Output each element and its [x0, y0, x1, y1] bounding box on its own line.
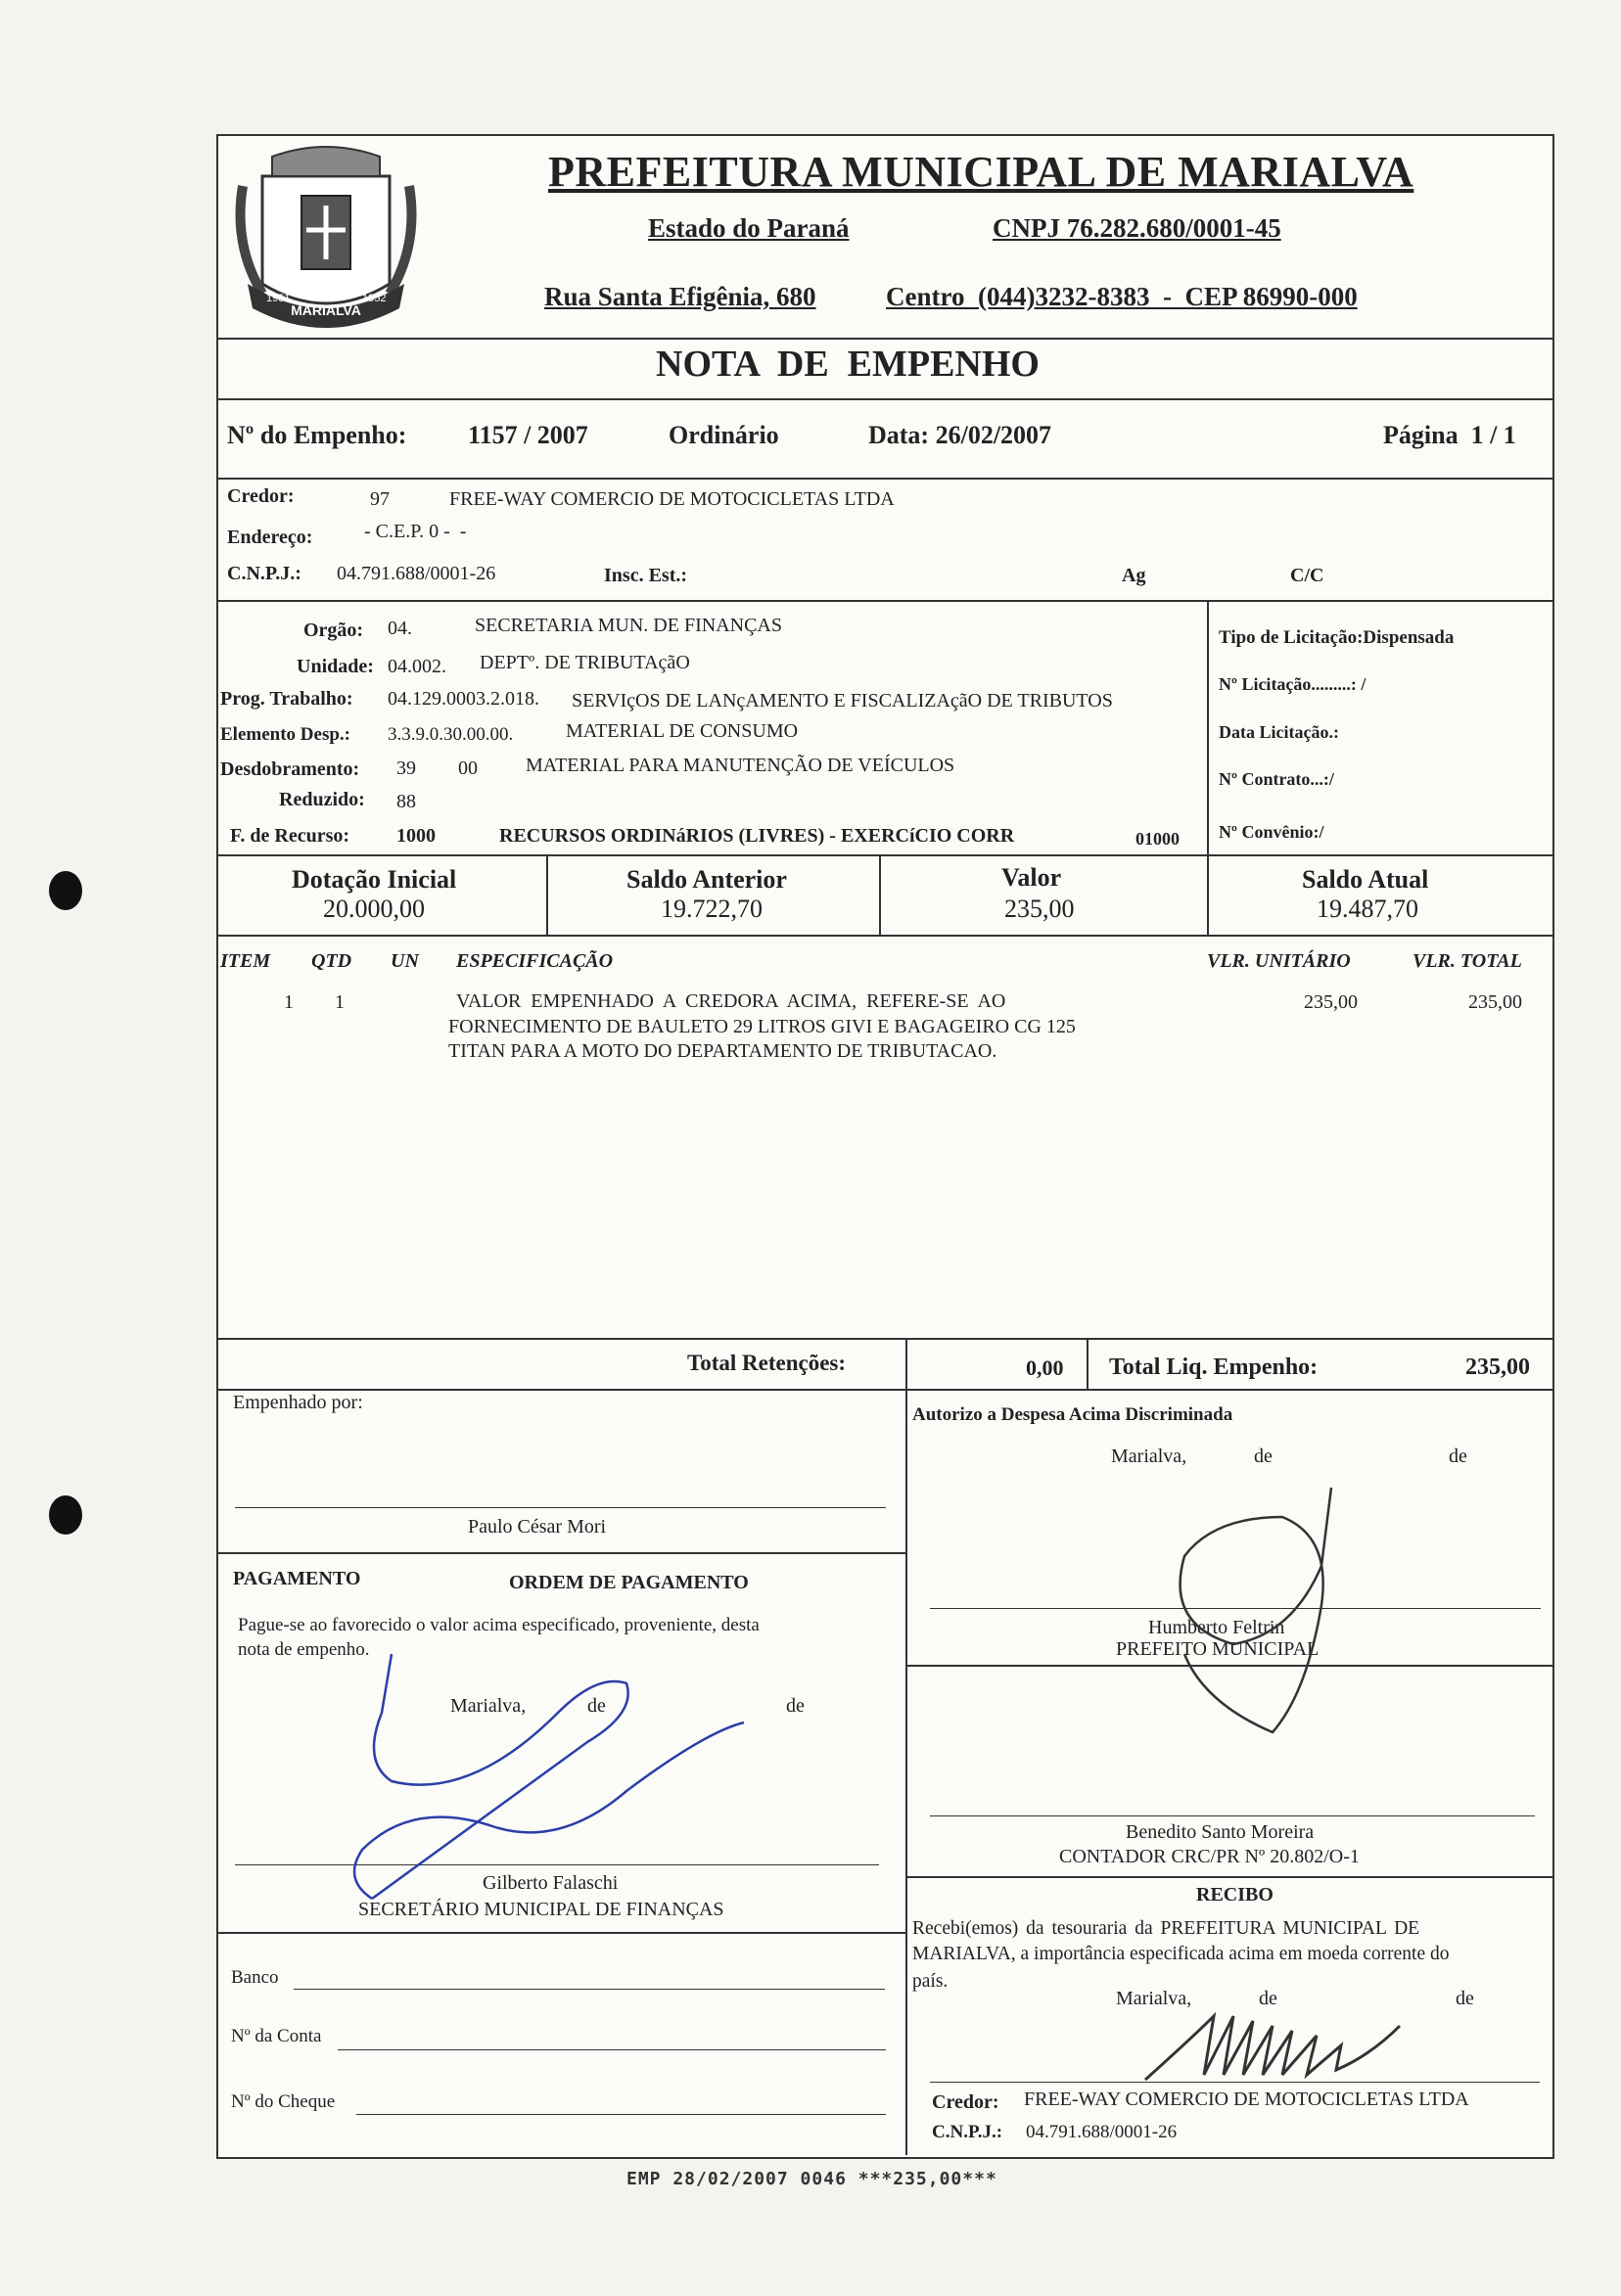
especificacao-column-header: ESPECIFICAÇÃO [456, 950, 614, 972]
numero-contrato: Nº Contrato...:/ [1219, 769, 1334, 789]
empenho-number: 1157 / 2007 [468, 421, 588, 449]
ordem-pagamento-label: ORDEM DE PAGAMENTO [509, 1572, 749, 1593]
divider-vertical [905, 1389, 907, 2155]
pagamento-de: de [587, 1695, 606, 1717]
empenhado-por-name: Paulo César Mori [468, 1516, 607, 1538]
banco-field-line[interactable] [294, 1989, 885, 1990]
divider [216, 1389, 1552, 1391]
divider [216, 1338, 1552, 1340]
divider [216, 600, 1552, 602]
unidade-code: 04.002. [388, 656, 446, 677]
pagamento-text-line: Pague-se ao favorecido o valor acima especificado, proveniente, desta [238, 1615, 760, 1635]
autorizo-de: de [1254, 1446, 1273, 1467]
desdobramento-name: MATERIAL PARA MANUTENÇÃO DE VEÍCULOS [526, 755, 955, 776]
item-quantity: 1 [335, 991, 345, 1013]
recibo-title: RECIBO [1196, 1884, 1274, 1906]
dotacao-inicial-label: Dotação Inicial [292, 865, 457, 894]
crest-year-left: 1951 [266, 293, 291, 304]
municipality-cnpj: CNPJ 76.282.680/0001-45 [993, 213, 1281, 243]
crest-banner-text: MARIALVA [291, 302, 361, 318]
pagamento-label: PAGAMENTO [233, 1568, 361, 1589]
divider [905, 1876, 1552, 1878]
credor-label: Credor: [227, 485, 295, 507]
divider-vertical [546, 854, 548, 935]
contador-name: Benedito Santo Moreira [1126, 1821, 1315, 1843]
orgao-label: Orgão: [303, 620, 364, 641]
recibo-text-line: MARIALVA, a importância especificada acima em moeda corrente do [912, 1944, 1450, 1964]
autorizo-label: Autorizo a Despesa Acima Discriminada [912, 1404, 1233, 1425]
total-retencoes-value: 0,00 [1026, 1355, 1064, 1380]
prog-code: 04.129.0003.2.018. [388, 688, 539, 710]
divider [216, 1552, 906, 1554]
item-description-line: TITAN PARA A MOTO DO DEPARTAMENTO DE TRIBUTACAO. [448, 1040, 997, 1062]
banco-label: Banco [231, 1967, 279, 1988]
credor-cnpj-label: C.N.P.J.: [227, 563, 301, 584]
divider [216, 1932, 906, 1934]
conta-label: Nº da Conta [231, 2026, 322, 2046]
un-column-header: UN [391, 950, 419, 972]
endereco-value: - C.E.P. 0 - - [364, 521, 467, 542]
tipo-licitacao: Tipo de Licitação:Dispensada [1219, 627, 1455, 648]
empenho-label: Nº do Empenho: [227, 421, 407, 449]
empenho-date: Data: 26/02/2007 [868, 421, 1052, 449]
item-description-line: FORNECIMENTO DE BAULETO 29 LITROS GIVI E BAGAGEIRO CG 125 [448, 1016, 1076, 1037]
total-liquido-label: Total Liq. Empenho: [1109, 1355, 1319, 1380]
credor-cnpj-value: 04.791.688/0001-26 [337, 563, 496, 584]
recibo-cnpj-value: 04.791.688/0001-26 [1026, 2122, 1178, 2142]
contact-line: Centro (044)3232-8383 - CEP 86990-000 [886, 282, 1358, 311]
elemento-name: MATERIAL DE CONSUMO [566, 720, 799, 742]
recibo-text-line: Recebi(emos) da tesouraria da PREFEITURA MUNICIPAL DE [912, 1918, 1420, 1939]
cheque-label: Nº do Cheque [231, 2091, 336, 2112]
divider [216, 398, 1552, 400]
prefeito-name: Humberto Feltrin [1148, 1617, 1285, 1638]
recibo-city: Marialva, [1116, 1988, 1192, 2009]
divider-vertical [905, 1338, 907, 1389]
total-retencoes-label: Total Retenções: [687, 1351, 847, 1375]
item-description-line: VALOR EMPENHADO A CREDORA ACIMA, REFERE-SE AO [456, 990, 1006, 1012]
unit-value-column-header: VLR. UNITÁRIO [1207, 950, 1351, 972]
handwritten-signature-recibo [1135, 1977, 1429, 2094]
handwritten-signature-prefeito [1126, 1478, 1370, 1742]
saldo-atual-label: Saldo Atual [1302, 865, 1429, 894]
prog-name: SERVIçOS DE LANçAMENTO E FISCALIZAçãO DE TRIBUTOS [572, 690, 1113, 712]
divider-vertical [1207, 600, 1209, 854]
desdobramento-code: 39 [396, 758, 416, 779]
signature-line [235, 1507, 886, 1508]
empenhado-por-label: Empenhado por: [233, 1392, 363, 1413]
fonte-recurso-label: F. de Recurso: [230, 825, 350, 847]
orgao-code: 04. [388, 618, 412, 639]
secretario-name: Gilberto Falaschi [483, 1872, 619, 1894]
divider [216, 478, 1552, 480]
dotacao-inicial-value: 20.000,00 [323, 895, 425, 923]
reduzido-label: Reduzido: [279, 789, 365, 810]
cheque-field-line[interactable] [356, 2114, 886, 2115]
recibo-cnpj-label: C.N.P.J.: [932, 2122, 1003, 2142]
unidade-name: DEPTº. DE TRIBUTAçãO [480, 652, 690, 673]
punch-hole-bottom [49, 1495, 82, 1535]
divider-vertical [1087, 1338, 1088, 1389]
elemento-label: Elemento Desp.: [220, 724, 350, 745]
item-number: 1 [284, 991, 294, 1013]
credor-code: 97 [370, 488, 390, 510]
divider [216, 338, 1552, 340]
fonte-recurso-name: RECURSOS ORDINáRIOS (LIVRES) - EXERCíCIO CORR [499, 825, 1015, 847]
recibo-credor-name: FREE-WAY COMERCIO DE MOTOCICLETAS LTDA [1024, 2089, 1469, 2110]
divider-vertical [879, 854, 881, 935]
qtd-column-header: QTD [311, 950, 352, 972]
endereco-label: Endereço: [227, 527, 313, 548]
divider [216, 935, 1552, 937]
valor-label: Valor [1001, 863, 1062, 892]
prog-label: Prog. Trabalho: [220, 688, 353, 710]
autorizo-city: Marialva, [1111, 1446, 1187, 1467]
item-unit-value: 235,00 [1304, 991, 1358, 1013]
desdobramento-sub: 00 [458, 758, 478, 779]
document-title: NOTA DE EMPENHO [656, 344, 1040, 385]
total-liquido-value: 235,00 [1465, 1355, 1530, 1380]
elemento-code: 3.3.9.0.30.00.00. [388, 724, 514, 745]
municipality-title: PREFEITURA MUNICIPAL DE MARIALVA [548, 148, 1414, 196]
contador-role: CONTADOR CRC/PR Nº 20.802/O-1 [1059, 1846, 1360, 1867]
crest-year-right: 1952 [362, 293, 387, 304]
fonte-recurso-code: 1000 [396, 825, 436, 847]
punch-hole-top [49, 871, 82, 910]
handwritten-signature-pagamento [333, 1654, 842, 1918]
saldo-anterior-value: 19.722,70 [661, 895, 763, 923]
desdobramento-label: Desdobramento: [220, 758, 360, 780]
unidade-label: Unidade: [297, 656, 374, 677]
secretario-role: SECRETÁRIO MUNICIPAL DE FINANÇAS [358, 1899, 724, 1920]
recibo-text-line: país. [912, 1971, 949, 1992]
recibo-credor-label: Credor: [932, 2091, 999, 2113]
signature-line [930, 1815, 1535, 1816]
numero-licitacao: Nº Licitação.........: / [1219, 674, 1366, 694]
agencia-label: Ag [1122, 565, 1146, 586]
divider [216, 854, 1552, 856]
autorizo-de: de [1449, 1446, 1467, 1467]
processing-stamp: EMP 28/02/2007 0046 ***235,00*** [626, 2169, 997, 2189]
saldo-atual-value: 19.487,70 [1317, 895, 1418, 923]
conta-corrente-label: C/C [1290, 565, 1324, 586]
item-column-header: ITEM [220, 950, 271, 972]
pagamento-text-line: nota de empenho. [238, 1639, 370, 1660]
insc-est-label: Insc. Est.: [604, 565, 688, 586]
recibo-de: de [1259, 1988, 1277, 2009]
recibo-de: de [1456, 1988, 1474, 2009]
saldo-anterior-label: Saldo Anterior [626, 865, 787, 894]
empenho-type: Ordinário [669, 421, 779, 449]
address-line: Rua Santa Efigênia, 680 [544, 282, 816, 311]
municipal-crest [233, 137, 419, 333]
orgao-name: SECRETARIA MUN. DE FINANÇAS [475, 615, 782, 636]
total-value-column-header: VLR. TOTAL [1413, 950, 1522, 972]
state-label: Estado do Paraná [648, 213, 850, 243]
valor-value: 235,00 [1004, 895, 1075, 923]
prefeito-role: PREFEITO MUNICIPAL [1116, 1638, 1320, 1660]
data-licitacao: Data Licitação.: [1219, 722, 1339, 742]
divider-vertical [1207, 854, 1209, 935]
credor-name: FREE-WAY COMERCIO DE MOTOCICLETAS LTDA [449, 488, 895, 510]
reduzido-value: 88 [396, 791, 416, 812]
item-total-value: 235,00 [1468, 991, 1522, 1013]
conta-field-line[interactable] [338, 2049, 886, 2050]
pagamento-de: de [786, 1695, 805, 1717]
pagamento-city: Marialva, [450, 1695, 527, 1717]
numero-convenio: Nº Convênio:/ [1219, 822, 1324, 842]
fonte-recurso-number: 01000 [1135, 829, 1180, 849]
page-number: Página 1 / 1 [1383, 421, 1516, 449]
